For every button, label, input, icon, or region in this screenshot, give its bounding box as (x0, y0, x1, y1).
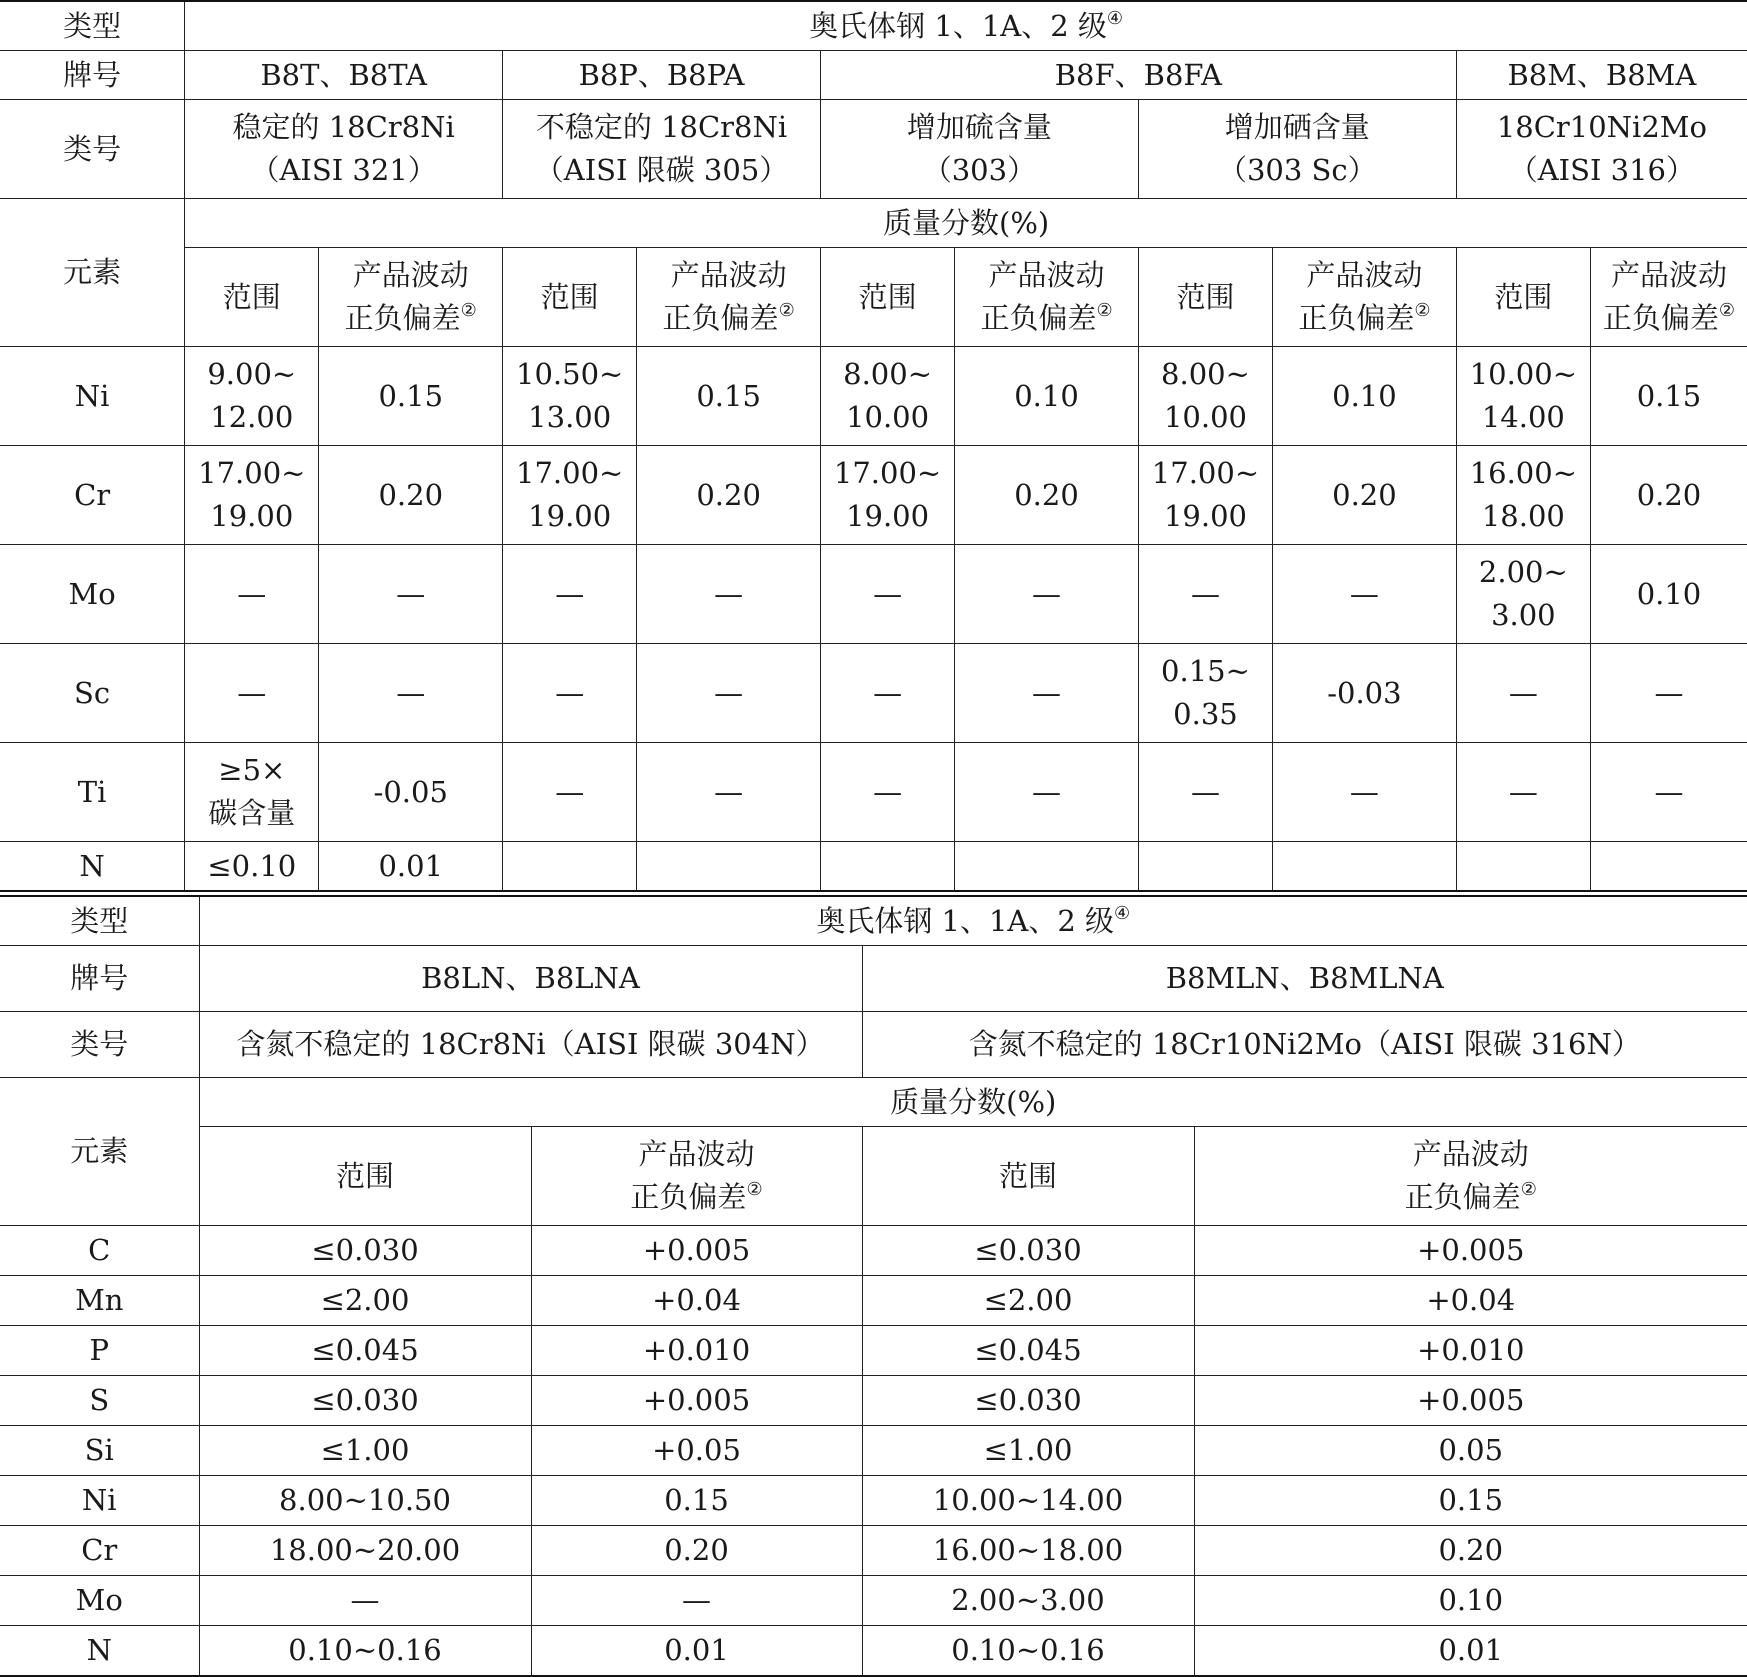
element-cell: P (0, 1326, 199, 1376)
range-cell: — (503, 545, 637, 644)
type-label: 类型 (0, 896, 199, 946)
range-cell: 17.00~ 19.00 (1138, 446, 1272, 545)
grade-cell: B8T、B8TA (185, 51, 503, 100)
grade-cell: B8F、B8FA (820, 51, 1456, 100)
range-cell: ≥5× 碳含量 (185, 743, 319, 842)
deviation-cell: 0.20 (955, 446, 1139, 545)
range-cell: — (503, 743, 637, 842)
range-cell: 16.00~18.00 (862, 1526, 1194, 1576)
class-label: 类号 (0, 100, 185, 199)
range-cell: 2.00~3.00 (862, 1576, 1194, 1626)
deviation-cell: 0.01 (319, 842, 503, 892)
range-cell: 18.00~20.00 (199, 1526, 531, 1576)
deviation-header: 产品波动 正负偏差② (531, 1127, 862, 1226)
range-cell: — (1138, 545, 1272, 644)
range-cell: ≤0.045 (199, 1326, 531, 1376)
range-cell: 8.00~10.50 (199, 1476, 531, 1526)
footnote-2: ② (460, 300, 477, 321)
deviation-header: 产品波动 正负偏差② (1194, 1127, 1747, 1226)
range-cell: 0.10~0.16 (199, 1626, 531, 1677)
class-cell: 稳定的 18Cr8Ni （AISI 321） (185, 100, 503, 199)
range-cell: 9.00~ 12.00 (185, 347, 319, 446)
element-cell: Mo (0, 545, 185, 644)
range-cell: 10.00~ 14.00 (1456, 347, 1590, 446)
type-value-cell (199, 896, 1747, 946)
footnote-2: ② (778, 300, 795, 321)
deviation-cell: +0.005 (1194, 1376, 1747, 1426)
grade-row (0, 946, 1747, 1012)
deviation-header: 产品波动 正负偏差② (1590, 248, 1747, 347)
deviation-cell: — (955, 644, 1139, 743)
range-cell (503, 842, 637, 892)
range-header: 范围 (1456, 248, 1590, 347)
grade-label: 牌号 (0, 51, 185, 100)
deviation-cell: +0.010 (531, 1326, 862, 1376)
range-cell (820, 842, 954, 892)
deviation-cell: — (1273, 545, 1457, 644)
deviation-cell: — (637, 743, 821, 842)
data-row-ti (0, 743, 1747, 842)
deviation-cell: +0.04 (531, 1276, 862, 1326)
element-cell: Cr (0, 1526, 199, 1576)
deviation-cell: +0.05 (531, 1426, 862, 1476)
range-cell: — (185, 644, 319, 743)
element-cell: Ni (0, 1476, 199, 1526)
type-row (0, 1, 1747, 51)
subheader-row (0, 1127, 1747, 1226)
footnote-2: ② (1520, 1179, 1537, 1200)
range-cell: — (820, 644, 954, 743)
data-row-p (0, 1326, 1747, 1376)
deviation-cell: +0.010 (1194, 1326, 1747, 1376)
deviation-cell: 0.10 (1273, 347, 1457, 446)
data-row-mo (0, 1576, 1747, 1626)
deviation-cell: — (1590, 644, 1747, 743)
range-header: 范围 (820, 248, 954, 347)
range-cell: ≤0.10 (185, 842, 319, 892)
type-row (0, 896, 1747, 946)
deviation-cell (1590, 842, 1747, 892)
grade-cell: B8P、B8PA (503, 51, 821, 100)
range-cell: ≤2.00 (199, 1276, 531, 1326)
deviation-cell: +0.005 (531, 1226, 862, 1276)
class-cell: 含氮不稳定的 18Cr10Ni2Mo（AISI 限碳 316N） (862, 1012, 1747, 1078)
deviation-cell: -0.03 (1273, 644, 1457, 743)
element-cell: C (0, 1226, 199, 1276)
deviation-cell: 0.01 (531, 1626, 862, 1677)
range-header: 范围 (1138, 248, 1272, 347)
deviation-cell: 0.10 (955, 347, 1139, 446)
deviation-cell: 0.20 (1590, 446, 1747, 545)
deviation-cell (1273, 842, 1457, 892)
data-row-cr (0, 446, 1747, 545)
deviation-cell: 0.15 (319, 347, 503, 446)
grade-label: 牌号 (0, 946, 199, 1012)
deviation-cell (637, 842, 821, 892)
class-cell: 增加硫含量 （303） (820, 100, 1138, 199)
class-cell: 增加硒含量 （303 Sc） (1138, 100, 1456, 199)
deviation-cell: 0.20 (1194, 1526, 1747, 1576)
deviation-cell: — (1590, 743, 1747, 842)
class-label: 类号 (0, 1012, 199, 1078)
footnote-2: ② (1414, 300, 1431, 321)
data-row-n (0, 1626, 1747, 1677)
type-value-cell (185, 1, 1747, 51)
deviation-cell: 0.20 (319, 446, 503, 545)
data-row-mo (0, 545, 1747, 644)
range-cell: — (820, 545, 954, 644)
footnote-2: ② (1718, 300, 1736, 321)
deviation-header: 产品波动 正负偏差② (955, 248, 1139, 347)
deviation-cell: 0.20 (531, 1526, 862, 1576)
deviation-cell: 0.05 (1194, 1426, 1747, 1476)
deviation-cell: 0.15 (1194, 1476, 1747, 1526)
element-cell: Cr (0, 446, 185, 545)
element-cell: N (0, 842, 185, 892)
deviation-cell: +0.04 (1194, 1276, 1747, 1326)
range-cell (1138, 842, 1272, 892)
deviation-cell: — (1273, 743, 1457, 842)
grade-cell: B8LN、B8LNA (199, 946, 862, 1012)
deviation-cell: — (955, 743, 1139, 842)
data-row-mn (0, 1276, 1747, 1326)
deviation-cell: 0.10 (1194, 1576, 1747, 1626)
deviation-cell: +0.005 (531, 1376, 862, 1426)
range-cell (1456, 842, 1590, 892)
range-cell: ≤1.00 (199, 1426, 531, 1476)
mass-fraction-row (0, 199, 1747, 248)
range-cell: 17.00~ 19.00 (820, 446, 954, 545)
class-cell: 不稳定的 18Cr8Ni （AISI 限碳 305） (503, 100, 821, 199)
range-cell: 17.00~ 19.00 (503, 446, 637, 545)
element-label: 元素 (0, 1078, 199, 1226)
deviation-cell: 0.15 (1590, 347, 1747, 446)
range-cell: 0.10~0.16 (862, 1626, 1194, 1677)
range-header: 范围 (185, 248, 319, 347)
deviation-header: 产品波动 正负偏差② (1273, 248, 1457, 347)
footnote-2: ② (746, 1179, 763, 1200)
deviation-header: 产品波动 正负偏差② (319, 248, 503, 347)
element-cell: Si (0, 1426, 199, 1476)
range-cell: 17.00~ 19.00 (185, 446, 319, 545)
range-cell: — (1456, 743, 1590, 842)
range-cell: ≤0.030 (199, 1376, 531, 1426)
data-row-sc (0, 644, 1747, 743)
range-cell: 2.00~ 3.00 (1456, 545, 1590, 644)
range-cell: — (1456, 644, 1590, 743)
element-cell: S (0, 1376, 199, 1426)
element-cell: Mn (0, 1276, 199, 1326)
deviation-cell: — (319, 644, 503, 743)
range-cell: ≤0.030 (199, 1226, 531, 1276)
deviation-header: 产品波动 正负偏差② (637, 248, 821, 347)
deviation-cell: — (955, 545, 1139, 644)
range-cell: — (503, 644, 637, 743)
class-cell: 含氮不稳定的 18Cr8Ni（AISI 限碳 304N） (199, 1012, 862, 1078)
element-cell: Ni (0, 347, 185, 446)
data-row-c (0, 1226, 1747, 1276)
deviation-cell: 0.15 (531, 1476, 862, 1526)
range-cell: ≤0.030 (862, 1226, 1194, 1276)
data-row-n (0, 842, 1747, 892)
type-value: 奥氏体钢 1、1A、2 级 (809, 8, 1107, 43)
range-cell: — (820, 743, 954, 842)
element-label: 元素 (0, 199, 185, 347)
range-cell: — (199, 1576, 531, 1626)
range-header: 范围 (199, 1127, 531, 1226)
deviation-cell: 0.15 (637, 347, 821, 446)
deviation-cell: +0.005 (1194, 1226, 1747, 1276)
element-cell: Sc (0, 644, 185, 743)
range-header: 范围 (862, 1127, 1194, 1226)
type-label: 类型 (0, 1, 185, 51)
range-cell: 16.00~ 18.00 (1456, 446, 1590, 545)
grade-cell: B8MLN、B8MLNA (862, 946, 1747, 1012)
range-cell: 8.00~ 10.00 (1138, 347, 1272, 446)
range-cell: ≤0.030 (862, 1376, 1194, 1426)
element-cell: Ti (0, 743, 185, 842)
range-cell: — (185, 545, 319, 644)
mass-fraction-label: 质量分数(%) (199, 1078, 1747, 1127)
range-cell: 10.00~14.00 (862, 1476, 1194, 1526)
deviation-cell: — (637, 545, 821, 644)
footnote-2: ② (1096, 300, 1113, 321)
mass-fraction-label: 质量分数(%) (185, 199, 1747, 248)
deviation-cell: — (531, 1576, 862, 1626)
element-cell: N (0, 1626, 199, 1677)
deviation-cell: 0.20 (1273, 446, 1457, 545)
class-row (0, 100, 1747, 199)
data-row-ni (0, 1476, 1747, 1526)
data-row-ni (0, 347, 1747, 446)
data-row-s (0, 1376, 1747, 1426)
range-cell: ≤0.045 (862, 1326, 1194, 1376)
range-cell: 10.50~ 13.00 (503, 347, 637, 446)
deviation-cell: -0.05 (319, 743, 503, 842)
footnote-4: ④ (1114, 902, 1131, 924)
deviation-cell: — (319, 545, 503, 644)
class-row (0, 1012, 1747, 1078)
deviation-cell: 0.20 (637, 446, 821, 545)
range-cell: ≤1.00 (862, 1426, 1194, 1476)
grade-cell: B8M、B8MA (1456, 51, 1747, 100)
range-cell: 0.15~ 0.35 (1138, 644, 1272, 743)
class-cell: 18Cr10Ni2Mo （AISI 316） (1456, 100, 1747, 199)
data-row-cr (0, 1526, 1747, 1576)
range-cell: ≤2.00 (862, 1276, 1194, 1326)
grade-row (0, 51, 1747, 100)
range-cell: 8.00~ 10.00 (820, 347, 954, 446)
element-cell: Mo (0, 1576, 199, 1626)
footnote-4: ④ (1106, 7, 1124, 29)
range-cell: — (1138, 743, 1272, 842)
type-value: 奥氏体钢 1、1A、2 级 (816, 903, 1115, 938)
deviation-cell: — (637, 644, 821, 743)
deviation-cell (955, 842, 1139, 892)
range-header: 范围 (503, 248, 637, 347)
mass-fraction-row (0, 1078, 1747, 1127)
data-row-si (0, 1426, 1747, 1476)
composition-table-2 (0, 895, 1747, 1677)
deviation-cell: 0.10 (1590, 545, 1747, 644)
deviation-cell: 0.01 (1194, 1626, 1747, 1677)
subheader-row (0, 248, 1747, 347)
